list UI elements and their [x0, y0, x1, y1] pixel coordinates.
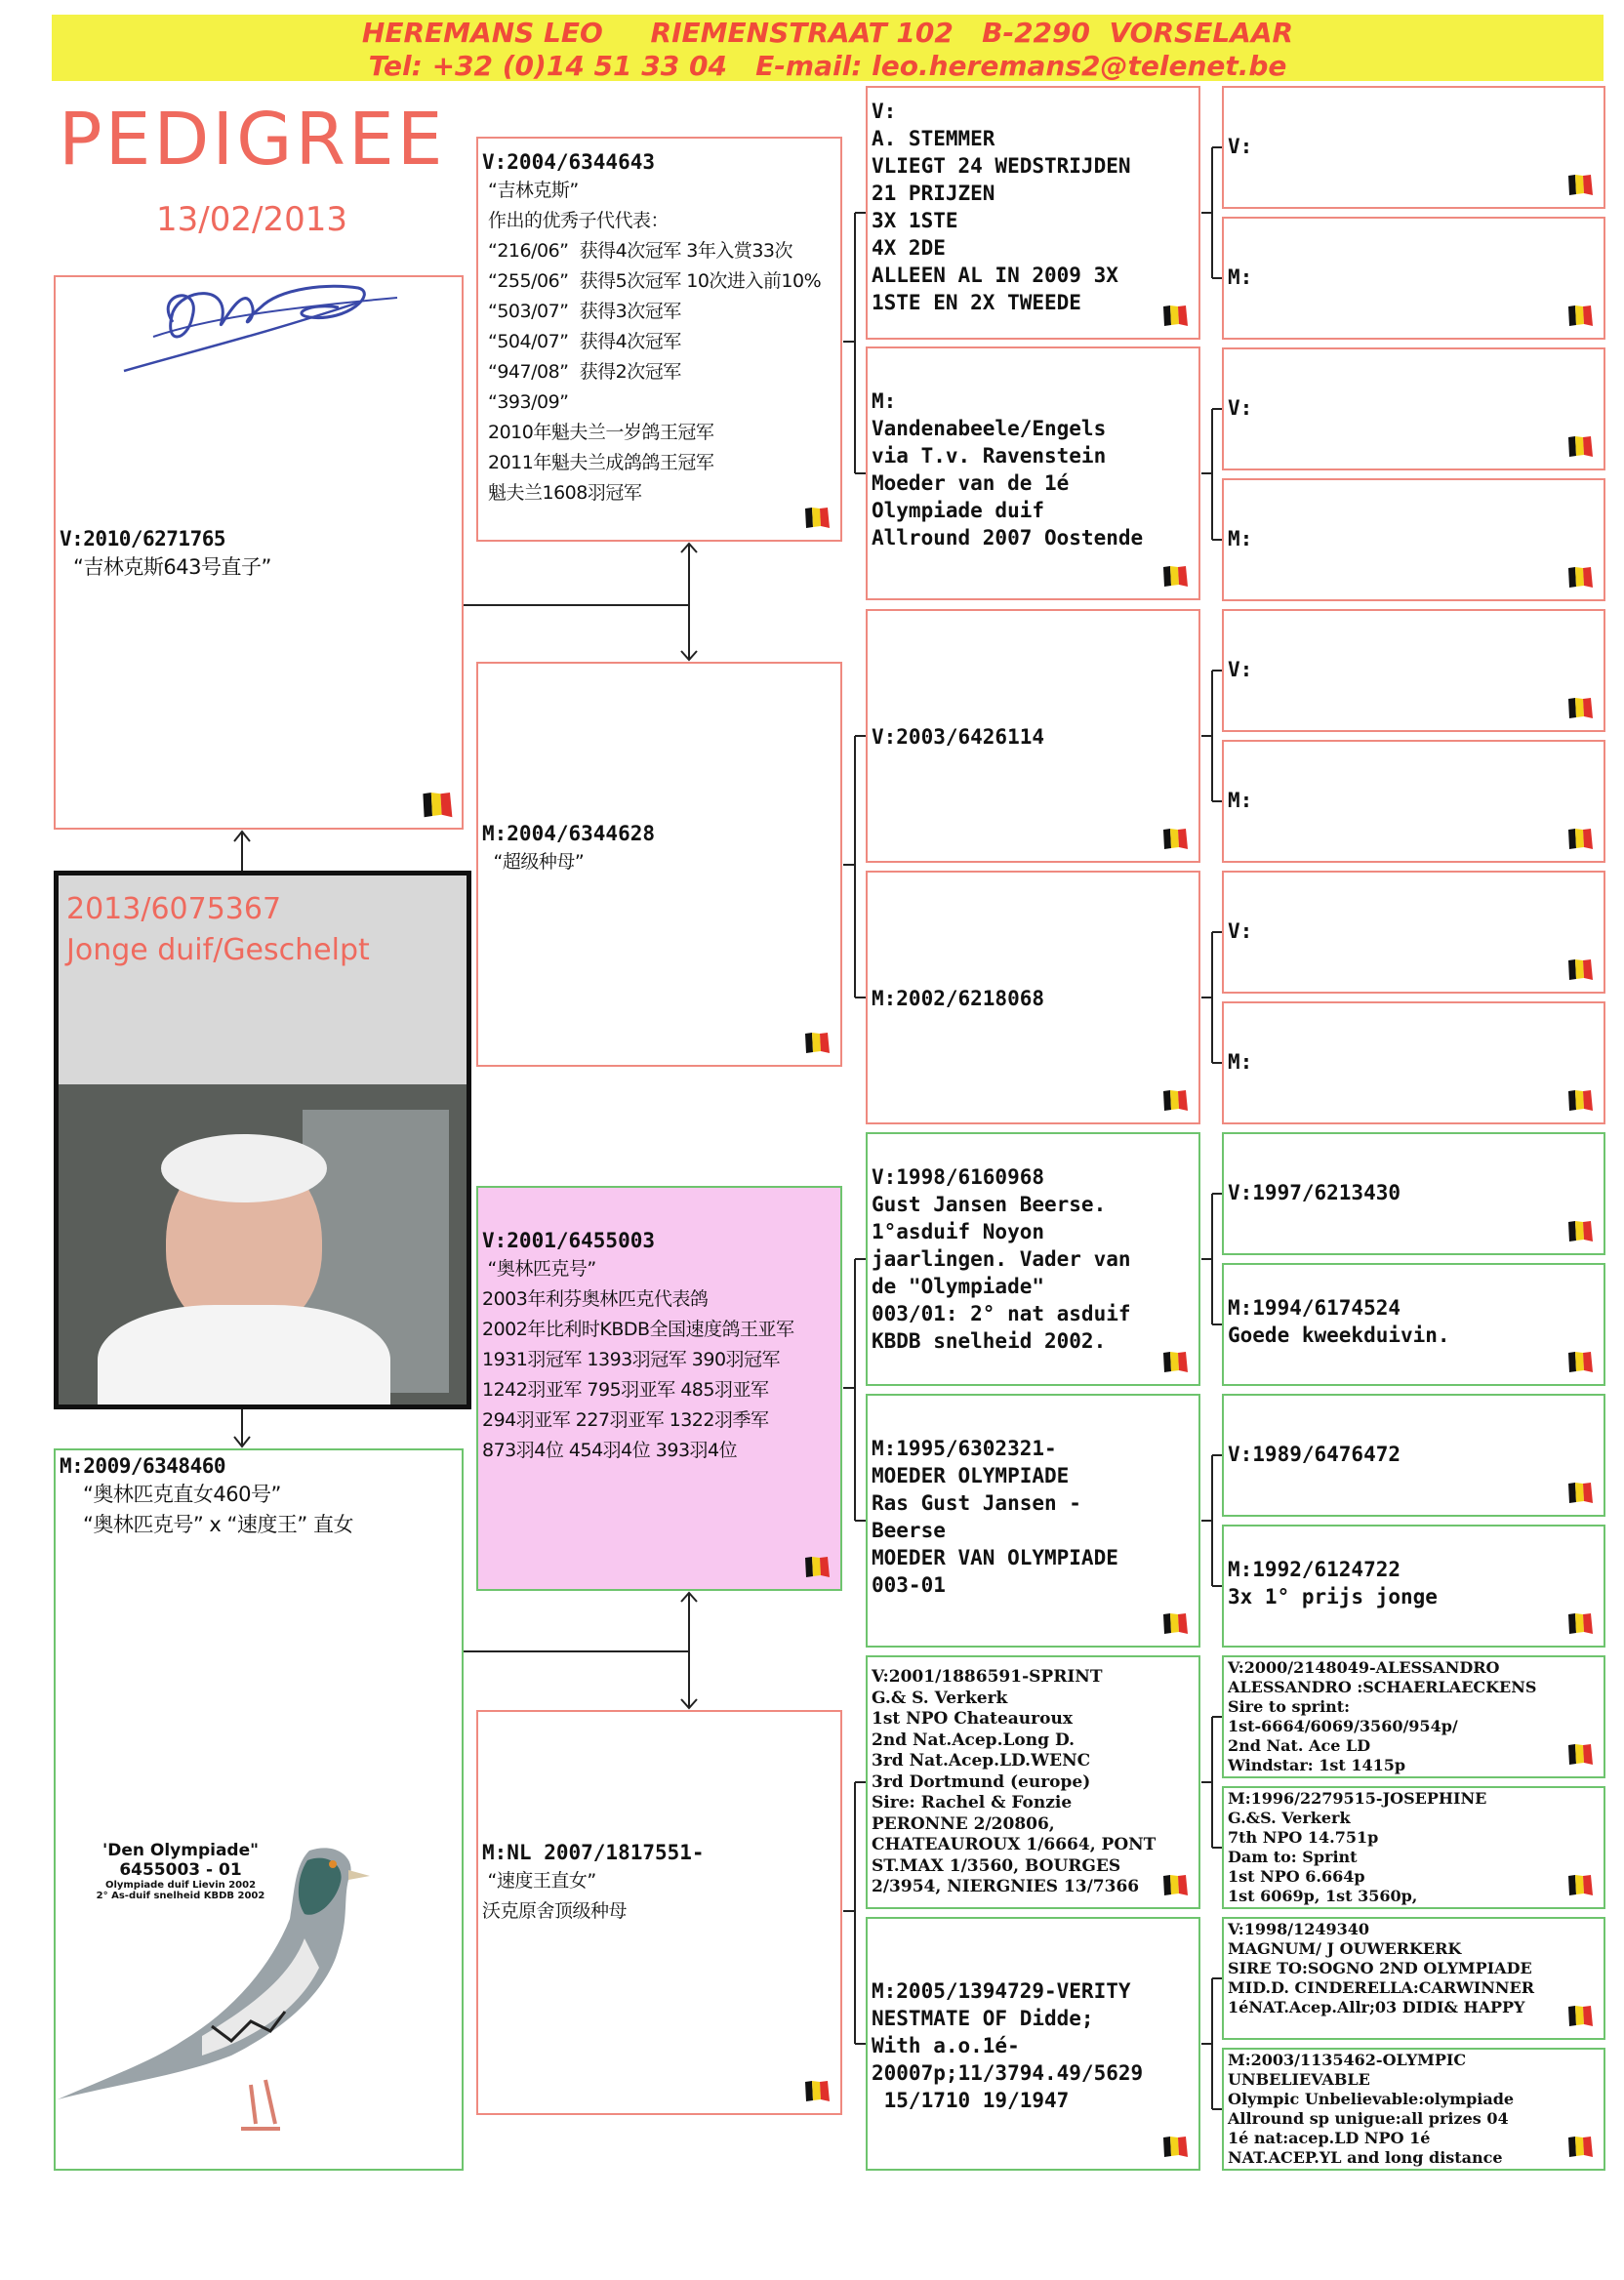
gen4-line: 7th NPO 14.751p — [1228, 1828, 1379, 1847]
ds-note: 294羽亚军 227羽亚军 1322羽季军 — [482, 1409, 769, 1431]
pigeon-caption-note: 2° As-duif snelheid KBDB 2002 — [96, 1891, 265, 1901]
breeder-address: HEREMANS LEO RIEMENSTRAAT 102 B-2290 VORSELAAR — [361, 17, 1294, 49]
ds-note: 2003年利芬奥林匹克代表鸽 — [482, 1288, 709, 1310]
dd-ring: M:NL 2007/1817551- — [482, 1841, 705, 1864]
gen3-line: de "Olympiade" — [872, 1275, 1045, 1298]
ss-ring: V:2004/6344643 — [482, 150, 656, 174]
ds-note: 873羽4位 454羽4位 393羽4位 — [482, 1440, 738, 1461]
gen3-line: 3X 1STE — [872, 209, 958, 232]
gen3-line: Ras Gust Jansen - — [872, 1491, 1081, 1515]
ss-note: “504/07” 获得4次冠军 — [488, 331, 681, 352]
ss-note: 作出的优秀子代代表： — [488, 210, 670, 231]
gen3-line: Vandenabeele/Engels — [872, 417, 1107, 440]
gen3-line: V:1998/6160968 — [872, 1165, 1045, 1189]
gen4-line: M:1992/6124722 — [1228, 1558, 1401, 1581]
sd-ring: M:2004/6344628 — [482, 822, 656, 845]
gen4-line: 2nd Nat. Ace LD — [1228, 1736, 1371, 1755]
gen4-line: M: — [1228, 789, 1253, 812]
gen4-line: UNBELIEVABLE — [1228, 2070, 1370, 2089]
gen4-line: V: — [1228, 396, 1253, 420]
gen3-line: Sire: Rachel & Fonzie — [872, 1793, 1073, 1812]
gen4-line: MAGNUM/ J OUWERKERK — [1228, 1939, 1462, 1958]
gen3-line: NESTMATE OF Didde; — [872, 2007, 1094, 2030]
pigeon-caption-name: 'Den Olympiade" — [102, 1841, 259, 1860]
dd-note: 沃克原舍顶级种母 — [482, 1900, 628, 1922]
gen4-line: V:1989/6476472 — [1228, 1443, 1401, 1466]
ds-note: 2002年比利时KBDB全国速度鸽王亚军 — [482, 1319, 794, 1340]
gen4-line: G.&S. Verkerk — [1228, 1809, 1351, 1827]
ss-note: 2011年魁夫兰成鸽鸽王冠军 — [488, 452, 714, 473]
gen4-line: 3x 1° prijs jonge — [1228, 1585, 1438, 1608]
gen4-line: M:2003/1135462-OLYMPIC — [1228, 2051, 1467, 2069]
gen3-line: 1STE EN 2X TWEEDE — [872, 291, 1081, 314]
gen3-line: ST.MAX 1/3560, BOURGES — [872, 1855, 1121, 1876]
gen3-line: V: — [872, 100, 897, 123]
sd-note: “超级种母” — [488, 851, 585, 873]
gen4-line: SIRE TO:SOGNO 2ND OLYMPIADE — [1228, 1959, 1532, 1977]
ss-note: 魁夫兰1608羽冠军 — [488, 482, 642, 504]
gen3-line: 2nd Nat.Acep.Long D. — [872, 1730, 1075, 1750]
gen3-line: 003-01 — [872, 1573, 946, 1597]
gen4-line: V:1997/6213430 — [1228, 1181, 1401, 1204]
gen3-line: Olympiade duif — [872, 499, 1045, 522]
subject-ring: 2013/6075367 — [66, 892, 282, 926]
ss-note: “393/09” — [488, 391, 569, 413]
ss-note: “503/07” 获得3次冠军 — [488, 301, 681, 322]
gen3-line: 1°asduif Noyon — [872, 1220, 1045, 1243]
pigeon-caption-ring: 6455003 - 01 — [119, 1860, 242, 1880]
gen4-line: Sire to sprint: — [1228, 1697, 1351, 1716]
gen4-line: M:1994/6174524 — [1228, 1296, 1401, 1320]
ss-note: “吉林克斯” — [488, 180, 579, 201]
gen3-line: MOEDER OLYMPIADE — [872, 1464, 1070, 1487]
ss-note: “216/06” 获得4次冠军 3年入赏33次 — [488, 240, 793, 262]
gen4-line: M: — [1228, 527, 1253, 550]
pigeon-caption-note: Olympiade duif Lievin 2002 — [104, 1880, 257, 1891]
gen4-line: Goede kweekduivin. — [1228, 1323, 1450, 1347]
gen4-line: V: — [1228, 658, 1253, 681]
subject-description: Jonge duif/Geschelpt — [66, 933, 370, 967]
gen4-line: V: — [1228, 919, 1253, 943]
breeder-contact: Tel: +32 (0)14 51 33 04 E-mail: leo.heremans2@telenet.be — [368, 50, 1287, 82]
ds-note: “奥林匹克号” — [482, 1258, 596, 1280]
gen4-line: Allround sp unigue:all prizes 04 — [1228, 2109, 1509, 2128]
gen3-line: 3rd Nat.Acep.LD.WENC — [872, 1751, 1091, 1771]
gen3-line: M: — [872, 389, 897, 413]
page-title: PEDIGREE — [59, 98, 446, 182]
gen3-line: MOEDER VAN OLYMPIADE — [872, 1546, 1118, 1569]
gen3-line: 3rd Dortmund (europe) — [872, 1771, 1091, 1792]
gen4-line: V:1998/1249340 — [1228, 1920, 1370, 1938]
gen3-line: V:2001/1886591-SPRINT — [872, 1667, 1103, 1687]
gen3-line: With a.o.1é- — [872, 2034, 1020, 2057]
gen3-line: PERONNE 2/20806, — [872, 1813, 1055, 1834]
gen3-line: CHATEAUROUX 1/6664, PONT — [872, 1835, 1157, 1854]
gen4-line: 1st 6069p, 1st 3560p, — [1228, 1887, 1418, 1905]
gen3-line: A. STEMMER — [872, 127, 995, 150]
gen4-line: M: — [1228, 265, 1253, 289]
gen4-line: 1éNAT.Acep.Allr;03 DIDI& HAPPY — [1228, 1998, 1525, 2016]
gen3-line: 20007p;11/3794.49/5629 — [872, 2061, 1144, 2085]
dam-ring: M:2009/6348460 — [60, 1454, 226, 1478]
gen4-line: V:2000/2148049-ALESSANDRO — [1228, 1658, 1500, 1677]
gen3-line: V:2003/6426114 — [872, 725, 1045, 749]
pedigree-date: 13/02/2013 — [156, 200, 347, 239]
gen3-line: VLIEGT 24 WEDSTRIJDEN — [872, 154, 1131, 178]
gen3-line: M:2005/1394729-VERITY — [872, 1979, 1131, 2003]
gen4-line: ALESSANDRO :SCHAERLAECKENS — [1228, 1678, 1537, 1696]
gen3-line: jaarlingen. Vader van — [872, 1247, 1131, 1271]
sire-ring: V:2010/6271765 — [60, 527, 226, 550]
gen3-line: 003/01: 2° nat asduif — [872, 1302, 1131, 1325]
gen4-line: Windstar: 1st 1415p — [1228, 1756, 1406, 1774]
gen4-line: MID.D. CINDERELLA:CARWINNER — [1228, 1978, 1535, 1997]
gen3-line: G.& S. Verkerk — [872, 1688, 1008, 1708]
gen4-line: V: — [1228, 135, 1253, 158]
gen3-line: KBDB snelheid 2002. — [872, 1329, 1107, 1353]
dd-note: “速度王直女” — [482, 1870, 596, 1892]
gen4-line: NAT.ACEP.YL and long distance — [1228, 2148, 1503, 2167]
gen4-line: Dam to: Sprint — [1228, 1848, 1358, 1866]
ss-note: “255/06” 获得5次冠军 10次进入前10% — [488, 270, 822, 292]
gen3-line: Gust Jansen Beerse. — [872, 1193, 1107, 1216]
ds-ring: V:2001/6455003 — [482, 1229, 656, 1252]
gen4-line: Olympic Unbelievable:olympiade — [1228, 2090, 1515, 2108]
gen4-line: 1é nat:acep.LD NPO 1é — [1228, 2129, 1431, 2147]
gen4-line: M: — [1228, 1050, 1253, 1074]
ds-note: 1931羽冠军 1393羽冠军 390羽冠军 — [482, 1349, 781, 1370]
dam-note: “奥林匹克直女460号” — [83, 1483, 281, 1506]
gen3-line: via T.v. Ravenstein — [872, 444, 1107, 468]
ss-note: 2010年魁夫兰一岁鸽王冠军 — [488, 422, 714, 443]
gen3-line: Allround 2007 Oostende — [872, 526, 1144, 550]
gen3-line: 15/1710 19/1947 — [872, 2089, 1070, 2112]
ds-note: 1242羽亚军 795羽亚军 485羽亚军 — [482, 1379, 769, 1401]
gen4-line: M:1996/2279515-JOSEPHINE — [1228, 1789, 1487, 1808]
gen4-line: 1st NPO 6.664p — [1228, 1867, 1365, 1886]
dam-note: “奥林匹克号” x “速度王” 直女 — [83, 1513, 353, 1536]
gen3-line: 2/3954, NIERGNIES 13/7366 — [872, 1877, 1140, 1896]
gen3-line: Beerse — [872, 1519, 946, 1542]
gen3-line: 21 PRIJZEN — [872, 182, 995, 205]
gen3-line: ALLEEN AL IN 2009 3X — [872, 264, 1118, 287]
gen3-line: Moeder van de 1é — [872, 471, 1070, 495]
gen3-line: M:2002/6218068 — [872, 987, 1045, 1010]
gen3-line: M:1995/6302321- — [872, 1437, 1057, 1460]
gen3-line: 4X 2DE — [872, 236, 946, 260]
gen4-line: 1st-6664/6069/3560/954p/ — [1228, 1717, 1458, 1735]
gen3-line: 1st NPO Chateauroux — [872, 1709, 1073, 1729]
sire-note: “吉林克斯643号直子” — [73, 555, 271, 579]
ss-note: “947/08” 获得2次冠军 — [488, 361, 681, 383]
